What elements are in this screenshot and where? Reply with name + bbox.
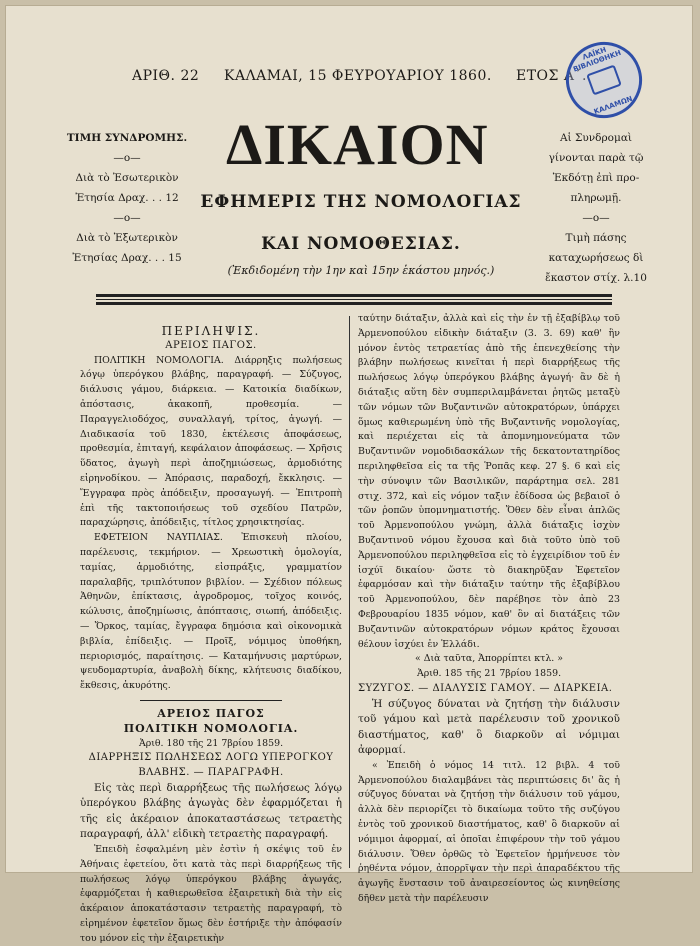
summary-heading: ΠΕΡΙΛΗΨΙΣ.: [161, 324, 261, 338]
divider: [96, 299, 612, 300]
newspaper-title: ΔΙΚΑΙΟΝ: [226, 112, 489, 177]
box-line: —o—: [113, 212, 141, 224]
box-line: Διὰ τὸ Ἐξωτερικὸν: [76, 232, 178, 244]
library-stamp: [555, 31, 652, 128]
box-line: —o—: [113, 152, 141, 164]
box-line: καταχωρήσεως δὶ: [548, 252, 644, 264]
paragraph: ΕΦΕΤΕΙΟΝ ΝΑΥΠΛΙΑΣ. Ἐπισκευὴ πλοίου, παρέλευσις, τεκμήριον. — Χρεωστικὴ ὁμολογία, ταμίας, ἁρμοδιότης, εἰσπράξις, γραμματίον παραλαβῆς, τριπλότυπον βιβλίον. — Σχέδιον πόλεως Ἀθηνῶν, ἐπίκτασις, ἀγροδρομος, τοῖχος κοινός, κώλυσις, ἀποζημίωσις, ἀπόπτασις, σιωπή, ἀπόδειξις. — Ὅρκος, ταμίας, ἔγγραφα δημόσια καὶ οἰκονομικὰ βιβλία, ἐπίδειξις. — Προῖξ, νόμιμος ὑποθήκη, περιορισμός, παραίτησις. — Καταμήνυσις μαρτύρων, ψευδομαρτυρία, ἀναβολὴ δίκης, κλήτευσις διαδίκου, ἔκθεσις, ἀκυρότης.: [80, 532, 342, 692]
case-title: ΣΥΖΥΓΟΣ. — ΔΙΑΛΥΣΙΣ ΓΑΜΟΥ. — ΔΙΑΡΚΕΙΑ.: [358, 682, 613, 694]
book-icon: [586, 65, 622, 96]
divider: [96, 294, 612, 297]
paragraph: Εἰς τὰς περὶ διαρρήξεως τῆς πωλήσεως λόγῳ ὑπερόγκου βλάβης ἀγωγὰς δὲν ἐφαρμόζεται ἡ τῆς εἰς ἀκέραιον ἀποκαταστάσεως τετραετὴς παραγραφή, ἀλλ' εἰδικὴ τετραετὴς παραγραφή.: [80, 781, 342, 841]
box-line: πληρωμῇ.: [570, 192, 622, 204]
publication-note: (Ἐκδιδομένη τὴν 1ην καὶ 15ην ἑκάστου μηνός.): [227, 264, 495, 277]
box-line: Τιμὴ πάσης: [565, 232, 627, 244]
divider: [140, 700, 282, 701]
section-subtitle: ΠΟΛΙΤΙΚΗ ΝΟΜΟΛΟΓΙΑ.: [123, 721, 299, 735]
case-title: ΔΙΑΡΡΗΞΙΣ ΠΩΛΗΣΕΩΣ ΛΟΓΩ ΥΠΕΡΟΓΚΟΥ: [88, 752, 334, 764]
paragraph: « Διὰ ταῦτα, Ἀπορρίπτει κτλ. »: [415, 653, 563, 665]
place-date: ΚΑΛΑΜΑΙ, 15 ΦΕΥΡΟΥΑΡΙΟΥ 1860.: [224, 68, 492, 84]
newspaper-page: [6, 6, 692, 944]
paragraph: Ἡ σύζυγος δύναται νὰ ζητήσῃ τὴν διάλυσιν τοῦ γάμου καὶ μετὰ παρέλευσιν τοῦ χρονικοῦ διαστήματος, καθ' ὃ διαρκοῦν αἱ νόμιμαι ἀφορμαί.: [358, 697, 620, 757]
newspaper-subtitle: ΕΦΗΜΕΡΙΣ ΤΗΣ ΝΟΜΟΛΟΓΙΑΣ: [200, 192, 522, 212]
case-title: ΒΛΑΒΗΣ. — ΠΑΡΑΓΡΑΦΗ.: [138, 767, 284, 779]
column-divider: [349, 316, 350, 868]
section-title: ΑΡΕΙΟΣ ΠΑΓΟΣ: [157, 706, 265, 720]
box-line: Διὰ τὸ Ἐσωτερικὸν: [75, 172, 179, 184]
section-title: ΑΡΕΙΟΣ ΠΑΓΟΣ.: [165, 339, 257, 351]
box-line: Ἐτησία Δραχ. . . 12: [75, 192, 179, 204]
issue-number: ΑΡΙΘ. 22: [132, 68, 200, 84]
stamp-bottom-text: ΚΑΛΑΜΩΝ: [592, 94, 634, 117]
box-line: —o—: [582, 212, 610, 224]
case-number: Ἀριθ. 185 τῆς 21 7βρίου 1859.: [416, 668, 562, 680]
right-column: [358, 312, 620, 907]
paragraph: ταύτην διάταξιν, ἀλλὰ καὶ εἰς τὴν ἐν τῇ ἐξαβίβλῳ τοῦ Ἀρμενοπούλου εἰδικὴν διάταξιν (3. 3. 69) καθ' ἣν μόνον ἐντὸς τετραετίας ἀπὸ τῆς ἐπενεχθείσης τὴν βλάβην πωλήσεως κινεῖται ἡ περὶ διαρρήξεως τῆς πωλήσεως λόγῳ ὑπερόγκου βλάβης ἀγωγή· ἂν δὲ ἡ διάταξις αὕτη δὲν συμπεριλαμβάνεται ῥητῶς μεταξὺ τῶν νόμων τῶν Βυζαντινῶν αὐτοκρατόρων, ὑπάρχει ὅμως καθιερωμένη ὑπὸ τῆς Βυζαντινῆς νομολογίας, καὶ περιέχεται εἰς τὰ ἀπομνημονεύματα τῶν Βυζαντινῶν νομοδιδασκάλων τῆς δεκατοντατηρίδος περιληφθεῖσα εἰς τα τῆς Ῥοπᾶς κεφ. 27 §. 6 καὶ εἰς τὴν σύνοψιν τῶν Βασιλικῶν, παράρτημα σελ. 281 στιχ. 372, καὶ εἰς νόμον ταξιν ἐδίδοσα ὡς βεβαιοῖ ὁ τῶν ῥοπῶν ὑπομνηματιστής. Ὅθεν δὲν εἶναι ἁπλῶς τοῦ Ἀρμενοπούλου γνώμη, ἀλλὰ διάταξις ἰσχὺν Βυζαντινοῦ νόμου ἔχουσα καὶ διὰ τοῦτο ὑπὸ τοῦ Ἀρμενοπούλου περιληφθεῖσα εἰς τὸ ἐγχειρίδιον τοῦ ἐν ἰσχύϊ δικαίου· ὥστε τὸ διακηρῦξαν Ἐφετεῖον ἐφαρμόσαν καὶ τὴν διάταξιν ταύτην τῆς ἐξαβίβλου τοῦ Ἀρμενοπούλου, δὲν παρέβησε τὸν ἀπὸ 23 Φεβρουαρίου 1835 νόμον, καθ' ὃν αἱ διατάξεις τῶν Βυζαντινῶν αὐτοκρατόρων νόμων κράτος ἔχουσαι θέλουν ἰσχύει ἐν Ἑλλάδι.: [358, 313, 620, 650]
left-column: [80, 324, 342, 946]
box-line: ἔκαστον στίχ. λ.10: [545, 272, 647, 284]
newspaper-subtitle-2: ΚΑΙ ΝΟΜΟΘΕΣΙΑΣ.: [261, 234, 461, 254]
box-line: ΤΙΜΗ ΣΥΝΔΡΟΜΗΣ.: [66, 132, 188, 144]
box-line: Αἱ Συνδρομαὶ: [559, 132, 633, 144]
paragraph: ΠΟΛΙΤΙΚΗ ΝΟΜΟΛΟΓΙΑ. Διάρρηξις πωλήσεως λόγῳ ὑπερόγκου βλάβης, παραγραφή. — Σύζυγος, διάλυσις γάμου, διάρκεια. — Κατοικία διαδίκων, ἀπόστασις, ἀκακοπῆ, προθεσμία. — Παραγγελιοδόχος, συναλλαγή, τρίτος, ἀγωγή. — Διαδικασία τοῦ 1830, ἐκτέλεσις ἀποφάσεως, προθεσμία, ἐπιταγή, κεφάλαιον ἀποφάσεως. — Χρῆσις ὕδατος, ἀγωγὴ περὶ ἀποζημιώσεως, ἁρμοδιότης εἰρηνοδίκου. — Ἀπόρασις, παραδοχή, ἔκκλησις. — Ἔγγραφα πρὸς ἀπόδειξιν, προσαγωγή. — Ἐπιτροπὴ ἐπὶ τῆς τακτοποιήσεως τοῦ σχεδίου Πατρῶν, παραχώρησις, ἀπόδειξις, τίτλος χρησικτησίας.: [80, 354, 342, 529]
box-line: γίνονται παρὰ τῷ: [548, 152, 644, 164]
info-box: [526, 128, 666, 288]
subscription-box: [52, 128, 202, 268]
box-line: Ἐτησίας Δραχ. . . 15: [72, 252, 182, 264]
divider: [96, 302, 612, 305]
year-label: ΕΤΟΣ Α΄.: [516, 68, 587, 84]
paragraph: Ἐπειδὴ ἐσφαλμένη μὲν ἐστὶν ἡ σκέψις τοῦ ἐν Ἀθήναις ἐφετείου, ὅτι κατὰ τὰς περὶ διαρρήξεως τῆς πωλήσεως λόγῳ ὑπερόγκου βλάβης ἀγωγάς, ἐφαρμόζεται ἡ καθιερωθεῖσα ἐξαιρετικὴ διὰ τὴν εἰς ἀκέραιον ἀποκατάστασιν τετραετὴς παραγραφή, τὸ εἰρημένον ἐφετεῖον ὅμως δὲν ἐστήριξε τὴν ἀπόφασίν του μόνον εἰς τὴν ἐξαιρετικὴν: [80, 843, 342, 944]
box-line: Ἐκδότῃ ἐπὶ προ-: [552, 172, 640, 184]
case-number: Ἀριθ. 180 τῆς 21 7βρίου 1859.: [138, 737, 284, 749]
stamp-top-text: ΛΑΪΚΗ ΒΙΒΛΙΟΘΗΚΗ: [572, 45, 623, 74]
paragraph: « Ἐπειδὴ ὁ νόμος 14 τιτλ. 12 βιβλ. 4 τοῦ Ἀρμενοπούλου διαλαμβάνει τὰς περιπτώσεις δι' ἃς ἡ σύζυγος δύναται νὰ ζητήσῃ τὴν διάλυσιν τοῦ γάμου, ἀλλὰ δὲν περιορίζει τὸ δικαίωμα τοῦτο τῆς συζύγου ἐντὸς τοῦ χρονικοῦ διαστήματος, καθ' ὃ διαρκοῦν αἱ νόμιμοι ἀφορμαί, αἱ ὁποῖαι ἐπιφέρουν τὴν τοῦ γάμου διάλυσιν. Ὅθεν ὀρθῶς τὸ Ἐφετεῖον ἠρμήνευσε τὸν ῥηθέντα νόμον, ἀπορρῖψαν τὴν περὶ ἀπαραδέκτου τῆς ἀγωγῆς ἔνστασιν τοῦ ἀναιρεσείοντος ὡς κινηθείσης δῆθεν μετὰ τὴν παρέλευσιν: [358, 759, 620, 904]
